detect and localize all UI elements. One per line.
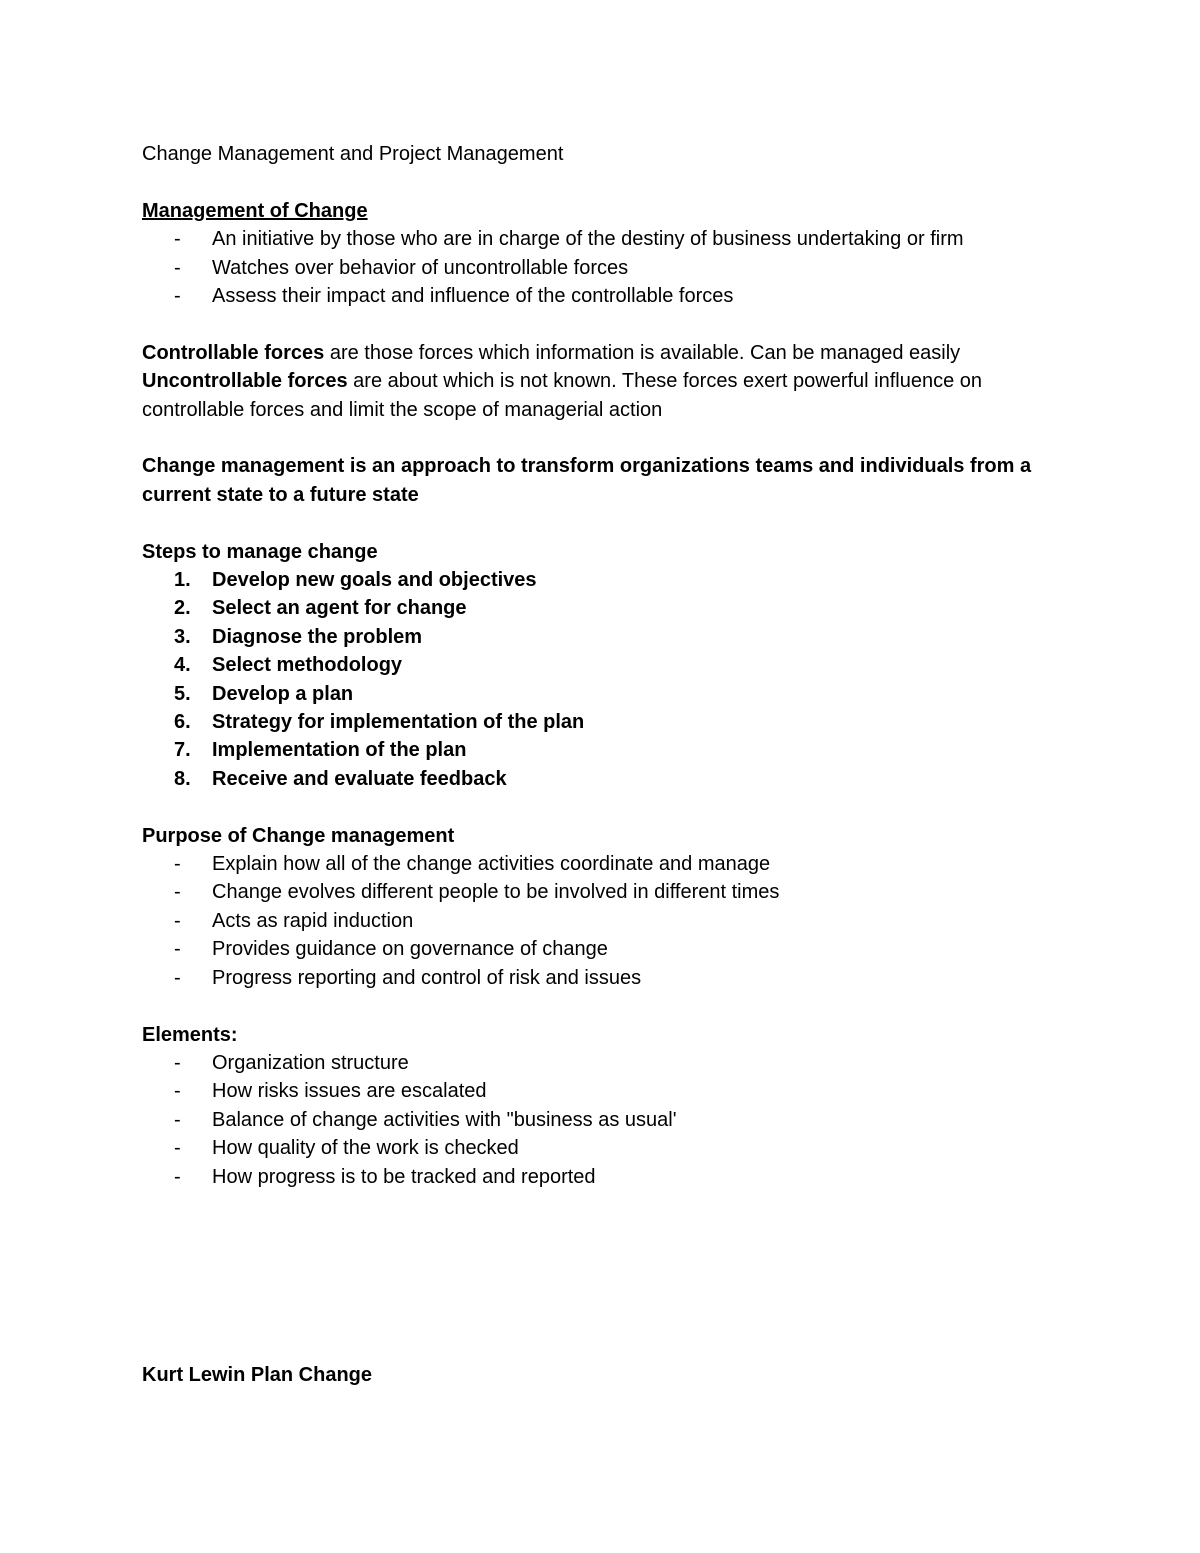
list-item: 1. Develop new goals and objectives xyxy=(142,566,1072,594)
step-number: 8. xyxy=(174,767,191,790)
step-number: 3. xyxy=(174,625,191,648)
dash-marker: - xyxy=(174,1108,181,1131)
list-item: - Assess their impact and influence of the controllable forces xyxy=(142,282,1072,310)
forces-paragraph xyxy=(142,339,1072,424)
list-item: - How quality of the work is checked xyxy=(142,1134,1072,1162)
uncontrollable-forces-text: are about which is not known. These forces exert powerful influence on controllable forces and limit the scope of managerial action xyxy=(142,370,983,421)
dash-marker: - xyxy=(174,1051,181,1074)
dash-marker: - xyxy=(174,881,181,904)
step-number: 1. xyxy=(174,569,191,592)
spacer xyxy=(142,793,1072,821)
dash-marker: - xyxy=(174,1137,181,1160)
step-number: 5. xyxy=(174,682,191,705)
spacer xyxy=(142,424,1072,452)
step-number: 7. xyxy=(174,739,191,762)
controllable-forces-text: are those forces which information is available. Can be managed easily xyxy=(324,341,961,364)
step-number: 4. xyxy=(174,654,191,677)
uncontrollable-forces-term: Uncontrollable forces xyxy=(142,370,348,393)
dash-marker: - xyxy=(174,853,181,876)
spacer xyxy=(142,168,1072,196)
list-item: - Acts as rapid induction xyxy=(142,907,1072,935)
list-item: - Watches over behavior of uncontrollable forces xyxy=(142,254,1072,282)
list-item: 7. Implementation of the plan xyxy=(142,736,1072,764)
list-item: 2. Select an agent for change xyxy=(142,594,1072,622)
controllable-forces-term: Controllable forces xyxy=(142,341,325,364)
dash-marker: - xyxy=(174,1080,181,1103)
elements-heading: Elements: xyxy=(142,1023,238,1046)
list-item: - How progress is to be tracked and reported xyxy=(142,1163,1072,1191)
list-item: - Organization structure xyxy=(142,1049,1072,1077)
step-number: 6. xyxy=(174,711,191,734)
list-item: - Explain how all of the change activities coordinate and manage xyxy=(142,850,1072,878)
step-number: 2. xyxy=(174,597,191,620)
list-item: - How risks issues are escalated xyxy=(142,1077,1072,1105)
list-item: - Provides guidance on governance of change xyxy=(142,935,1072,963)
change-management-definition: Change management is an approach to transform organizations teams and individuals from a current state to a future state xyxy=(142,455,1032,506)
list-item: - Balance of change activities with "business as usual' xyxy=(142,1106,1072,1134)
purpose-list xyxy=(142,850,1072,992)
list-item: 4. Select methodology xyxy=(142,651,1072,679)
list-item: - Change evolves different people to be involved in different times xyxy=(142,878,1072,906)
management-of-change-list xyxy=(142,225,1072,310)
spacer xyxy=(142,310,1072,338)
dash-marker: - xyxy=(174,256,181,279)
list-item: - An initiative by those who are in charge of the destiny of business undertaking or firm xyxy=(142,225,1072,253)
document-title: Change Management and Project Management xyxy=(142,143,564,165)
dash-marker: - xyxy=(174,909,181,932)
purpose-heading: Purpose of Change management xyxy=(142,824,455,847)
dash-marker: - xyxy=(174,966,181,989)
dash-marker: - xyxy=(174,938,181,961)
list-item: 8. Receive and evaluate feedback xyxy=(142,765,1072,793)
elements-list xyxy=(142,1049,1072,1191)
spacer xyxy=(142,509,1072,537)
steps-heading: Steps to manage change xyxy=(142,540,378,563)
document-body xyxy=(142,140,1072,1389)
dash-marker: - xyxy=(174,228,181,251)
dash-marker: - xyxy=(174,1165,181,1188)
list-item: 6. Strategy for implementation of the plan xyxy=(142,708,1072,736)
management-of-change-heading: Management of Change xyxy=(142,199,368,222)
kurt-lewin-heading: Kurt Lewin Plan Change xyxy=(142,1363,373,1386)
list-item: - Progress reporting and control of risk and issues xyxy=(142,964,1072,992)
spacer xyxy=(142,1191,1072,1361)
spacer xyxy=(142,992,1072,1020)
list-item: 3. Diagnose the problem xyxy=(142,623,1072,651)
list-item: 5. Develop a plan xyxy=(142,680,1072,708)
steps-list xyxy=(142,566,1072,793)
dash-marker: - xyxy=(174,285,181,308)
